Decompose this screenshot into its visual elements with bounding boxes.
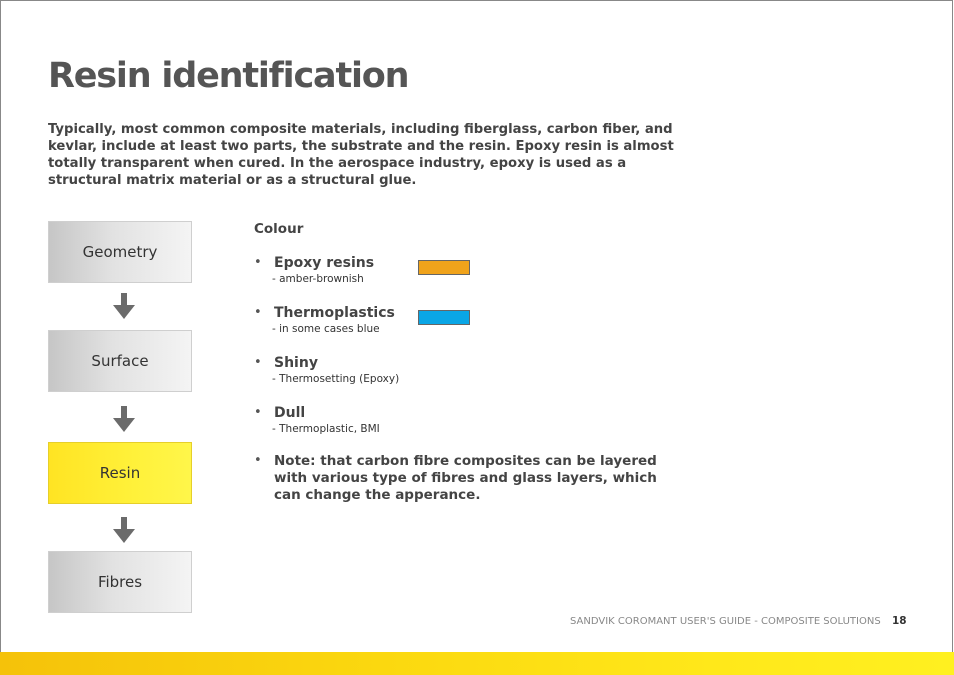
flow-step-fibres	[48, 551, 192, 613]
flow-step-geometry	[48, 221, 192, 283]
colour-heading: Colour	[254, 221, 304, 237]
page-title: Resin identification	[48, 56, 409, 96]
bottom-accent-bar	[0, 652, 954, 675]
thermoplastics-colour-swatch	[418, 310, 470, 325]
flow-step-label: Resin	[99, 464, 141, 482]
bullet-icon: •	[254, 355, 262, 370]
down-arrow-icon	[112, 406, 136, 432]
bullet-icon: •	[254, 405, 262, 420]
bullet-icon: •	[254, 255, 262, 270]
flow-step-label: Geometry	[82, 243, 158, 261]
intro-paragraph: Typically, most common composite materials, including fiberglass, carbon fiber, and kevlar, include at least two parts, the substrate and the resin. Epoxy resin is almost totally transparent when cured. In the aerospace industry, epoxy is used as a structural matrix material or as a structural glue.	[48, 122, 674, 188]
flow-step-label: Surface	[91, 352, 149, 370]
item-description: - in some cases blue	[272, 323, 380, 335]
item-description: - Thermosetting (Epoxy)	[272, 373, 400, 385]
down-arrow-icon	[112, 517, 136, 543]
item-name: Thermoplastics	[274, 305, 395, 321]
bullet-icon: •	[254, 453, 262, 468]
down-arrow-icon	[112, 293, 136, 319]
flow-step-label: Fibres	[97, 573, 143, 591]
item-description: - amber-brownish	[272, 273, 364, 285]
page-number: 18	[892, 615, 907, 627]
item-name: Epoxy resins	[274, 255, 375, 271]
flow-step-resin	[48, 442, 192, 504]
item-name: Dull	[274, 405, 306, 421]
item-name: Shiny	[274, 355, 318, 371]
epoxy-colour-swatch	[418, 260, 470, 275]
note-text: Note: that carbon fibre composites can be layered with various type of fibres and glass layers, which can change the apperance.	[274, 453, 657, 503]
flow-step-surface	[48, 330, 192, 392]
item-description: - Thermoplastic, BMI	[272, 423, 380, 435]
bullet-icon: •	[254, 305, 262, 320]
footer-text: SANDVIK COROMANT USER'S GUIDE - COMPOSITE SOLUTIONS	[570, 616, 881, 627]
